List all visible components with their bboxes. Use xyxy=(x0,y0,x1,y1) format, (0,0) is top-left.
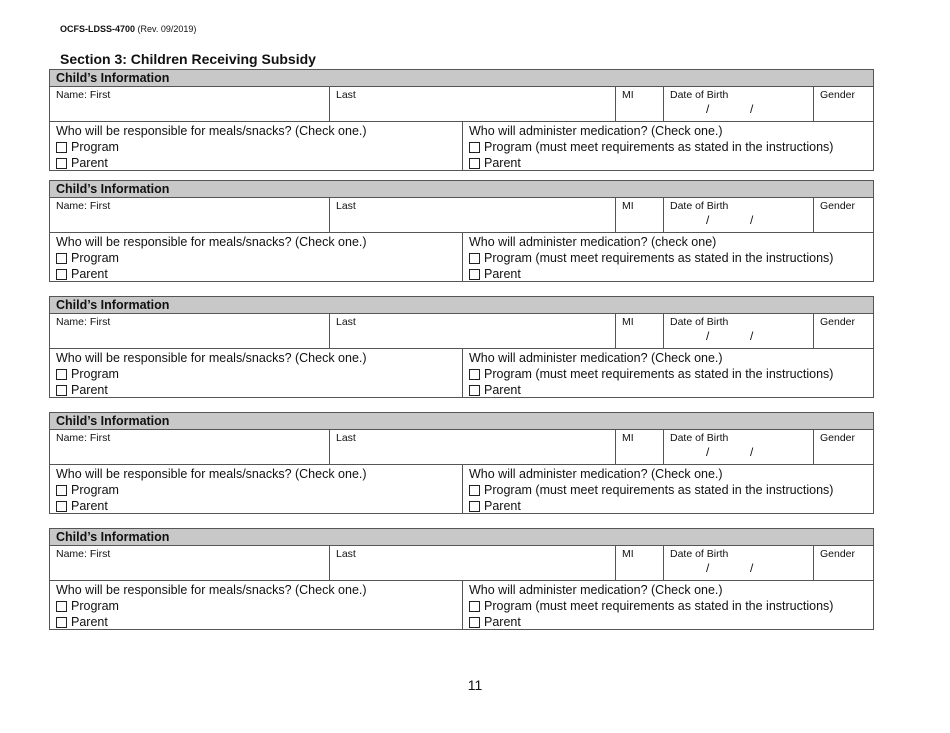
dob-label: Date of Birth xyxy=(670,316,729,328)
medication-question-cell xyxy=(463,349,873,397)
child-info-header: Child’s Information xyxy=(50,297,873,314)
first-name-label: Name: First xyxy=(56,316,111,328)
medication-question: Who will administer medication? (Check one.) xyxy=(469,583,723,597)
medication-option-parent[interactable]: Parent xyxy=(469,266,873,282)
question-row xyxy=(50,465,873,513)
last-name-field[interactable] xyxy=(330,314,616,348)
medication-option-parent[interactable]: Parent xyxy=(469,498,873,514)
meals-question: Who will be responsible for meals/snacks? (Check one.) xyxy=(56,583,367,597)
medication-question-cell xyxy=(463,465,873,513)
first-name-field[interactable] xyxy=(50,314,330,348)
checkbox[interactable] xyxy=(469,269,480,280)
medication-question-cell xyxy=(463,233,873,281)
first-name-label: Name: First xyxy=(56,89,111,101)
meals-question: Who will be responsible for meals/snacks? (Check one.) xyxy=(56,124,367,138)
gender-field[interactable] xyxy=(814,198,873,232)
dob-label: Date of Birth xyxy=(670,89,729,101)
medication-question: Who will administer medication? (Check one.) xyxy=(469,124,723,138)
meals-question-cell xyxy=(50,581,463,629)
child-info-block xyxy=(49,180,874,282)
medication-option-parent[interactable]: Parent xyxy=(469,155,873,171)
first-name-label: Name: First xyxy=(56,200,111,212)
meals-question: Who will be responsible for meals/snacks? (Check one.) xyxy=(56,235,367,249)
medication-question-cell xyxy=(463,122,873,170)
gender-field[interactable] xyxy=(814,546,873,580)
name-row xyxy=(50,546,873,581)
child-info-block xyxy=(49,412,874,514)
meals-option-parent[interactable]: Parent xyxy=(56,614,462,630)
meals-option-program[interactable]: Program xyxy=(56,366,462,382)
last-name-field[interactable] xyxy=(330,198,616,232)
section-title: Section 3: Children Receiving Subsidy xyxy=(60,51,316,67)
first-name-label: Name: First xyxy=(56,548,111,560)
gender-label: Gender xyxy=(820,316,856,328)
checkbox[interactable] xyxy=(56,142,67,153)
child-info-header: Child’s Information xyxy=(50,70,873,87)
date-separators: / / xyxy=(706,102,754,116)
question-row xyxy=(50,349,873,397)
last-name-field[interactable] xyxy=(330,430,616,464)
gender-label: Gender xyxy=(820,200,856,212)
last-name-field[interactable] xyxy=(330,546,616,580)
checkbox[interactable] xyxy=(56,269,67,280)
question-row xyxy=(50,581,873,629)
checkbox[interactable] xyxy=(56,601,67,612)
checkbox[interactable] xyxy=(469,369,480,380)
last-name-label: Last xyxy=(336,316,356,328)
first-name-field[interactable] xyxy=(50,87,330,121)
child-info-header: Child’s Information xyxy=(50,413,873,430)
checkbox[interactable] xyxy=(469,501,480,512)
first-name-field[interactable] xyxy=(50,546,330,580)
child-info-block xyxy=(49,296,874,398)
last-name-field[interactable] xyxy=(330,87,616,121)
mi-label: MI xyxy=(622,89,634,101)
checkbox[interactable] xyxy=(56,501,67,512)
checkbox[interactable] xyxy=(469,158,480,169)
middle-initial-field[interactable] xyxy=(616,430,664,464)
meals-option-parent[interactable]: Parent xyxy=(56,266,462,282)
name-row xyxy=(50,314,873,349)
gender-field[interactable] xyxy=(814,314,873,348)
name-row xyxy=(50,198,873,233)
first-name-field[interactable] xyxy=(50,198,330,232)
date-separators: / / xyxy=(706,213,754,227)
name-row xyxy=(50,430,873,465)
form-id: OCFS-LDSS-4700 (Rev. 09/2019) xyxy=(60,24,197,34)
meals-option-program[interactable]: Program xyxy=(56,250,462,266)
date-of-birth-field[interactable] xyxy=(664,314,814,348)
checkbox[interactable] xyxy=(56,158,67,169)
meals-question-cell xyxy=(50,233,463,281)
medication-option-program[interactable]: Program (must meet requirements as stated in the instructions) xyxy=(469,250,873,266)
last-name-label: Last xyxy=(336,89,356,101)
dob-label: Date of Birth xyxy=(670,548,729,560)
gender-label: Gender xyxy=(820,432,856,444)
meals-question: Who will be responsible for meals/snacks? (Check one.) xyxy=(56,351,367,365)
meals-option-parent[interactable]: Parent xyxy=(56,155,462,171)
checkbox[interactable] xyxy=(469,617,480,628)
gender-field[interactable] xyxy=(814,430,873,464)
medication-question-cell xyxy=(463,581,873,629)
meals-option-parent[interactable]: Parent xyxy=(56,498,462,514)
checkbox[interactable] xyxy=(56,617,67,628)
gender-label: Gender xyxy=(820,548,856,560)
dob-label: Date of Birth xyxy=(670,432,729,444)
meals-question-cell xyxy=(50,349,463,397)
mi-label: MI xyxy=(622,432,634,444)
child-info-header: Child’s Information xyxy=(50,181,873,198)
middle-initial-field[interactable] xyxy=(616,87,664,121)
name-row xyxy=(50,87,873,122)
gender-field[interactable] xyxy=(814,87,873,121)
checkbox[interactable] xyxy=(469,485,480,496)
meals-question-cell xyxy=(50,465,463,513)
child-info-header: Child’s Information xyxy=(50,529,873,546)
medication-question: Who will administer medication? (Check one.) xyxy=(469,467,723,481)
question-row xyxy=(50,122,873,170)
meals-option-program[interactable]: Program xyxy=(56,482,462,498)
medication-option-parent[interactable]: Parent xyxy=(469,614,873,630)
checkbox[interactable] xyxy=(469,385,480,396)
checkbox[interactable] xyxy=(56,385,67,396)
first-name-label: Name: First xyxy=(56,432,111,444)
medication-option-program[interactable]: Program (must meet requirements as stated in the instructions) xyxy=(469,482,873,498)
meals-option-parent[interactable]: Parent xyxy=(56,382,462,398)
meals-option-program[interactable]: Program xyxy=(56,139,462,155)
medication-question: Who will administer medication? (Check one.) xyxy=(469,351,723,365)
page-number: 11 xyxy=(467,677,483,693)
mi-label: MI xyxy=(622,200,634,212)
mi-label: MI xyxy=(622,548,634,560)
middle-initial-field[interactable] xyxy=(616,546,664,580)
middle-initial-field[interactable] xyxy=(616,198,664,232)
medication-option-program[interactable]: Program (must meet requirements as stated in the instructions) xyxy=(469,366,873,382)
gender-label: Gender xyxy=(820,89,856,101)
last-name-label: Last xyxy=(336,548,356,560)
meals-question-cell xyxy=(50,122,463,170)
middle-initial-field[interactable] xyxy=(616,314,664,348)
medication-option-parent[interactable]: Parent xyxy=(469,382,873,398)
medication-option-program[interactable]: Program (must meet requirements as stated in the instructions) xyxy=(469,139,873,155)
date-of-birth-field[interactable] xyxy=(664,430,814,464)
date-separators: / / xyxy=(706,329,754,343)
date-of-birth-field[interactable] xyxy=(664,546,814,580)
date-separators: / / xyxy=(706,445,754,459)
checkbox[interactable] xyxy=(56,369,67,380)
medication-option-program[interactable]: Program (must meet requirements as stated in the instructions) xyxy=(469,598,873,614)
checkbox[interactable] xyxy=(469,601,480,612)
checkbox[interactable] xyxy=(469,142,480,153)
checkbox[interactable] xyxy=(469,253,480,264)
checkbox[interactable] xyxy=(56,485,67,496)
date-of-birth-field[interactable] xyxy=(664,87,814,121)
checkbox[interactable] xyxy=(56,253,67,264)
first-name-field[interactable] xyxy=(50,430,330,464)
last-name-label: Last xyxy=(336,200,356,212)
last-name-label: Last xyxy=(336,432,356,444)
meals-option-program[interactable]: Program xyxy=(56,598,462,614)
date-separators: / / xyxy=(706,561,754,575)
dob-label: Date of Birth xyxy=(670,200,729,212)
question-row xyxy=(50,233,873,281)
child-info-block xyxy=(49,528,874,630)
meals-question: Who will be responsible for meals/snacks? (Check one.) xyxy=(56,467,367,481)
child-info-block xyxy=(49,69,874,171)
date-of-birth-field[interactable] xyxy=(664,198,814,232)
mi-label: MI xyxy=(622,316,634,328)
medication-question: Who will administer medication? (check one) xyxy=(469,235,717,249)
